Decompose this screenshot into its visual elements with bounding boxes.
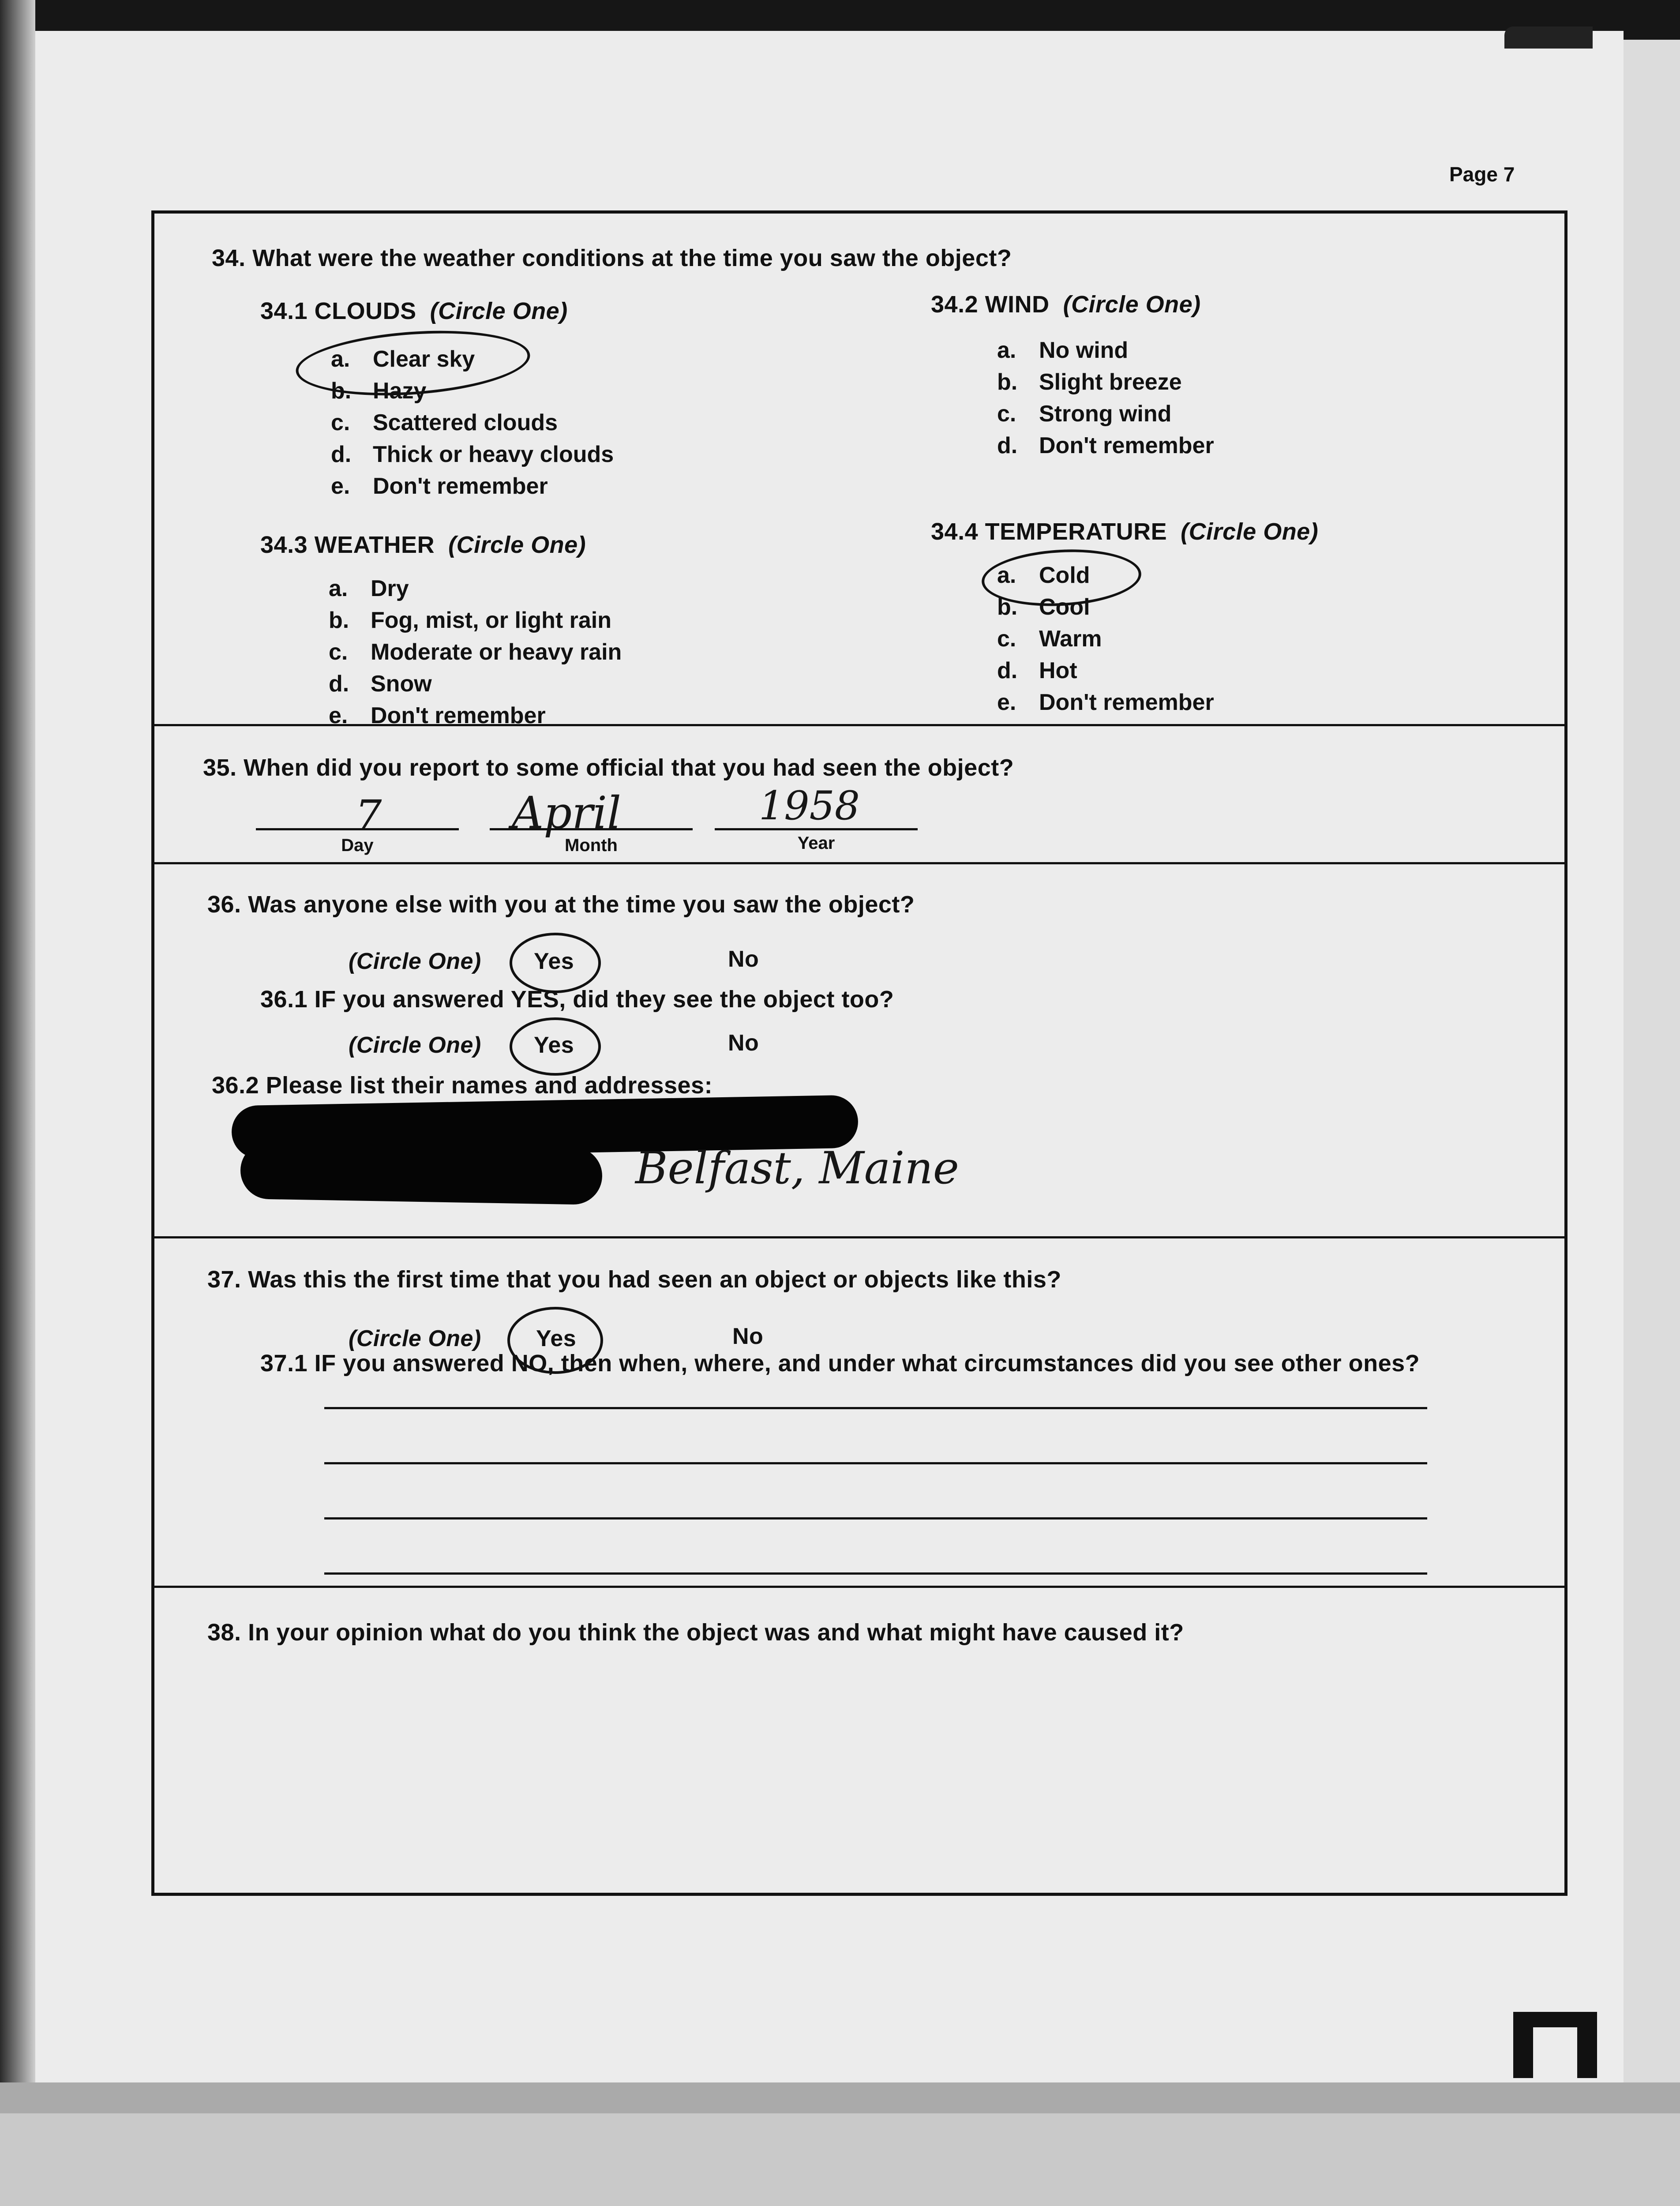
report-month-handwriting: April (512, 787, 621, 839)
question-34: 34. What were the weather conditions at the time you saw the object? (212, 245, 1012, 271)
q36-no-option[interactable]: No (728, 946, 759, 972)
question-36-2: 36.2 Please list their names and addresses: (212, 1072, 713, 1099)
temperature-option-d[interactable]: d. Hot (997, 658, 1077, 683)
q36-yes-circle (510, 933, 601, 993)
question-37-1: 37.1 IF you answered NO, then when, where, and under what circumstances did you see other ones? (260, 1350, 1420, 1377)
q36-1-circle-hint: (Circle One) (349, 1032, 481, 1058)
weather-heading: 34.3 WEATHER (Circle One) (260, 532, 586, 558)
q36-1-yes-circle (510, 1017, 601, 1076)
form-frame (151, 210, 1568, 1896)
report-year-handwriting: 1958 (759, 783, 860, 829)
question-38: 38. In your opinion what do you think the object was and what might have caused it? (207, 1619, 1184, 1646)
wind-option-b[interactable]: b. Slight breeze (997, 369, 1182, 395)
clouds-option-e[interactable]: e. Don't remember (331, 473, 548, 499)
year-caption: Year (797, 833, 835, 853)
wind-option-d[interactable]: d. Don't remember (997, 433, 1214, 458)
temperature-option-e[interactable]: e. Don't remember (997, 690, 1214, 715)
wind-heading: 34.2 WIND (Circle One) (931, 291, 1201, 318)
question-36-1: 36.1 IF you answered YES, did they see the object too? (260, 986, 894, 1013)
divider-35-36 (154, 862, 1564, 864)
q37-yes-option[interactable]: Yes (536, 1326, 577, 1351)
weather-option-c[interactable]: c. Moderate or heavy rain (329, 639, 622, 665)
report-day-handwriting: 7 (355, 792, 382, 840)
question-36: 36. Was anyone else with you at the time you saw the object? (207, 891, 915, 918)
weather-option-e[interactable]: e. Don't remember (329, 703, 546, 728)
q36-1-no-option[interactable]: No (728, 1030, 759, 1056)
temperature-option-b[interactable]: b. Cool (997, 594, 1090, 620)
clouds-selection-circle (294, 324, 532, 403)
q36-1-yes-option[interactable]: Yes (534, 1032, 574, 1058)
q37-circle-hint: (Circle One) (349, 1326, 481, 1351)
circumstances-line[interactable] (324, 1517, 1427, 1519)
clouds-option-b[interactable]: b. Hazy (331, 378, 427, 404)
day-line[interactable] (256, 828, 459, 830)
divider-37-38 (154, 1586, 1564, 1588)
weather-option-d[interactable]: d. Snow (329, 671, 432, 697)
temperature-option-c[interactable]: c. Warm (997, 626, 1102, 652)
divider-34-35 (154, 724, 1564, 726)
film-corner-mark (1513, 2012, 1597, 2078)
wind-option-c[interactable]: c. Strong wind (997, 401, 1172, 427)
q37-no-option[interactable]: No (732, 1324, 764, 1349)
day-caption: Day (341, 836, 374, 855)
question-37: 37. Was this the first time that you had seen an object or objects like this? (207, 1266, 1061, 1293)
circumstances-line[interactable] (324, 1407, 1427, 1409)
film-border-bottom (0, 2082, 1680, 2206)
question-35: 35. When did you report to some official that you had seen the object? (203, 754, 1014, 781)
clouds-option-c[interactable]: c. Scattered clouds (331, 410, 558, 435)
weather-option-b[interactable]: b. Fog, mist, or light rain (329, 608, 611, 633)
clouds-option-a[interactable]: a. Clear sky (331, 346, 475, 372)
weather-option-a[interactable]: a. Dry (329, 576, 409, 601)
circumstances-line[interactable] (324, 1572, 1427, 1575)
clouds-heading: 34.1 CLOUDS (Circle One) (260, 298, 568, 324)
month-caption: Month (565, 836, 618, 855)
q36-yes-option[interactable]: Yes (534, 949, 574, 974)
temperature-option-a[interactable]: a. Cold (997, 563, 1090, 588)
q36-circle-hint: (Circle One) (349, 949, 481, 974)
address-handwriting: Belfast, Maine (635, 1142, 959, 1194)
circumstances-line[interactable] (324, 1462, 1427, 1464)
opinion-answer-area[interactable] (203, 1665, 1504, 1850)
temperature-heading: 34.4 TEMPERATURE (Circle One) (931, 518, 1319, 545)
year-line[interactable] (715, 828, 918, 830)
clouds-option-d[interactable]: d. Thick or heavy clouds (331, 442, 614, 467)
divider-36-37 (154, 1236, 1564, 1238)
film-border-left (0, 0, 35, 2096)
wind-option-a[interactable]: a. No wind (997, 338, 1129, 363)
month-line[interactable] (490, 828, 693, 830)
film-registration-mark (1504, 26, 1593, 49)
redaction-bar (240, 1141, 603, 1205)
page-number: Page 7 (1449, 163, 1515, 186)
